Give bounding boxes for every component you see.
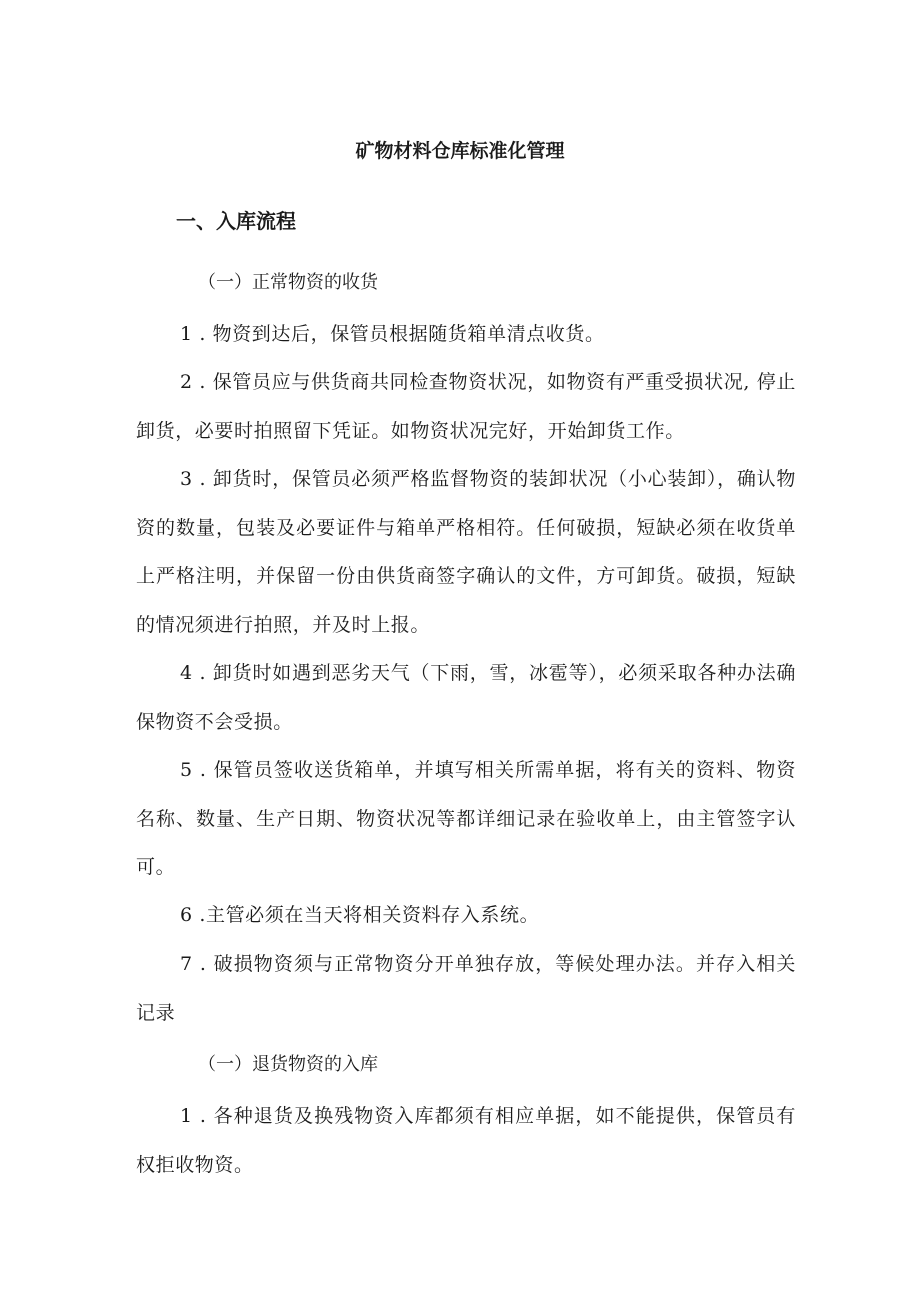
paragraph-item-4: 4 . 卸货时如遇到恶劣天气（下雨，雪，冰雹等），必须采取各种办法确保物资不会受损。: [136, 662, 796, 733]
paragraph-item-5: 5 . 保管员签收送货箱单，并填写相关所需单据，将有关的资料、物资名称、数量、生产日期、物资状况等都详细记录在验收单上，由主管签字认可。: [136, 759, 796, 878]
paragraph-item-6: 6 .主管必须在当天将相关资料存入系统。: [180, 904, 540, 926]
subsection-heading-returns: （一）退货物资的入库: [198, 1054, 378, 1075]
subsection-heading-normal-receipt: （一）正常物资的收货: [198, 272, 378, 293]
paragraph-return-item-1: 1 . 各种退货及换残物资入库都须有相应单据，如不能提供，保管员有权拒收物资。: [136, 1105, 796, 1176]
document-title: 矿物材料仓库标准化管理: [355, 140, 565, 162]
paragraph-item-7: 7 . 破损物资须与正常物资分开单独存放，等候处理办法。并存入相关记录: [136, 953, 796, 1024]
paragraph-item-3: 3 . 卸货时，保管员必须严格监督物资的装卸状况（小心装卸），确认物资的数量，包装及必要证件与箱单严格相符。任何破损，短缺必须在收货单上严格注明，并保留一份由供货商签字确认的文件，方可卸货。破损，短缺的情况须进行拍照，并及时上报。: [136, 468, 796, 636]
paragraph-item-2: 2 . 保管员应与供货商共同检查物资状况，如物资有严重受损状况, 停止卸货，必要时拍照留下凭证。如物资状况完好，开始卸货工作。: [136, 371, 796, 442]
section-heading: 一、入库流程: [176, 209, 296, 233]
paragraph-item-1: 1 . 物资到达后，保管员根据随货箱单清点收货。: [180, 323, 605, 345]
